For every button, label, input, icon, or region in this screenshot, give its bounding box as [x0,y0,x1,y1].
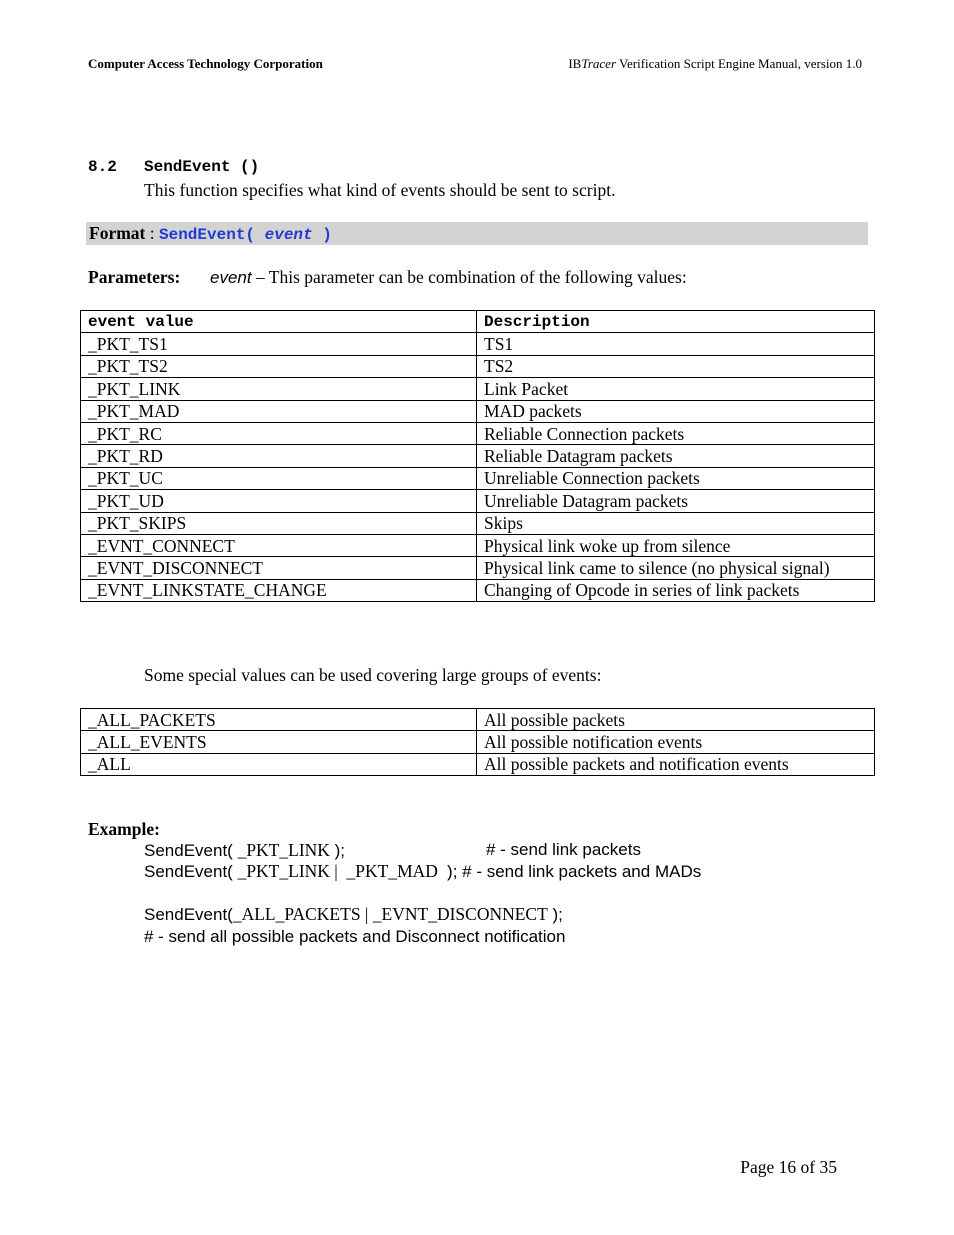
event-value: _PKT_SKIPS [81,512,477,534]
event-description: Physical link came to silence (no physical signal) [477,557,875,579]
format-code-prefix: SendEvent( [159,226,265,244]
event-description: Skips [477,512,875,534]
event-description: TS1 [477,333,875,355]
table-row [81,378,875,400]
example-line-1 [144,840,641,861]
event-description: Link Packet [477,378,875,400]
event-description: Reliable Connection packets [477,422,875,444]
event-value: _PKT_TS2 [81,355,477,377]
table-row [81,333,875,355]
example-comment: # - send link packets and MADs [457,862,702,881]
table-row [81,534,875,556]
parameter-text: – This parameter can be combination of the following values: [251,267,687,287]
format-code-arg: event [264,226,313,244]
manual-suffix: Verification Script Engine Manual, version 1.0 [616,56,862,71]
special-description: All possible packets [477,709,875,731]
table-row [81,400,875,422]
table-row [81,557,875,579]
example-code: SendEvent( [144,841,238,860]
example-line-3 [144,904,563,925]
example-arg: _PKT_LINK | _PKT_MAD [237,861,443,881]
special-value: _ALL_EVENTS [81,731,477,753]
table-row [81,753,875,775]
header-manual-title [568,56,862,72]
example-arg: _PKT_LINK [237,840,330,860]
example-comment: # - send all possible packets and Disconnect notification [144,927,566,946]
example-code: SendEvent( [144,862,238,881]
format-code-suffix: ) [312,226,332,244]
example-code-end: ); [329,841,346,860]
event-description: Unreliable Connection packets [477,467,875,489]
manual-prefix: IB [568,56,582,71]
parameters-label: Parameters: [88,267,181,287]
manual-italic: Tracer [581,56,617,71]
event-value: _PKT_UC [81,467,477,489]
section-title: SendEvent () [144,158,260,176]
table-row [81,709,875,731]
table-header-cell: event value [81,311,477,333]
format-line [89,223,332,244]
format-bar [86,222,868,245]
table-row [81,579,875,601]
example-code: SendEvent( [144,905,233,924]
special-description: All possible packets and notification events [477,753,875,775]
event-value: _EVNT_DISCONNECT [81,557,477,579]
special-values-intro: Some special values can be used covering large groups of events: [144,665,602,685]
event-description: Physical link woke up from silence [477,534,875,556]
example-code-end: ); [442,862,458,881]
event-value: _PKT_UD [81,490,477,512]
special-value: _ALL [81,753,477,775]
event-value: _EVNT_LINKSTATE_CHANGE [81,579,477,601]
format-code [159,226,332,244]
example-line-2 [144,861,701,882]
event-description: Unreliable Datagram packets [477,490,875,512]
example-label: Example: [88,819,160,839]
event-description: MAD packets [477,400,875,422]
format-label: Format [89,223,146,243]
example-code-end: ); [547,905,563,924]
event-value: _PKT_LINK [81,378,477,400]
event-value: _PKT_MAD [81,400,477,422]
table-row [81,490,875,512]
table-row [81,731,875,753]
header-company: Computer Access Technology Corporation [88,56,323,71]
event-description: Changing of Opcode in series of link packets [477,579,875,601]
page-number: Page 16 of 35 [740,1157,837,1177]
table-row [81,355,875,377]
parameters-line [88,267,687,288]
example-line-4 [144,926,565,947]
events-table [80,310,875,602]
event-value: _PKT_RC [81,422,477,444]
table-row [81,422,875,444]
parameter-name: event [210,268,252,287]
example-arg: _ALL_PACKETS | _EVNT_DISCONNECT [232,904,548,924]
table-header-row [81,311,875,333]
event-value: _PKT_TS1 [81,333,477,355]
section-description: This function specifies what kind of events should be sent to script. [144,180,616,200]
format-sep: : [145,223,159,243]
table-row [81,467,875,489]
special-values-table [80,708,875,776]
special-value: _ALL_PACKETS [81,709,477,731]
table-header-cell: Description [477,311,875,333]
example-comment: # - send link packets [486,840,641,859]
section-number: 8.2 [88,158,117,176]
table-row [81,512,875,534]
event-value: _EVNT_CONNECT [81,534,477,556]
table-row [81,445,875,467]
event-description: TS2 [477,355,875,377]
special-description: All possible notification events [477,731,875,753]
event-value: _PKT_RD [81,445,477,467]
section-heading [88,158,259,176]
event-description: Reliable Datagram packets [477,445,875,467]
